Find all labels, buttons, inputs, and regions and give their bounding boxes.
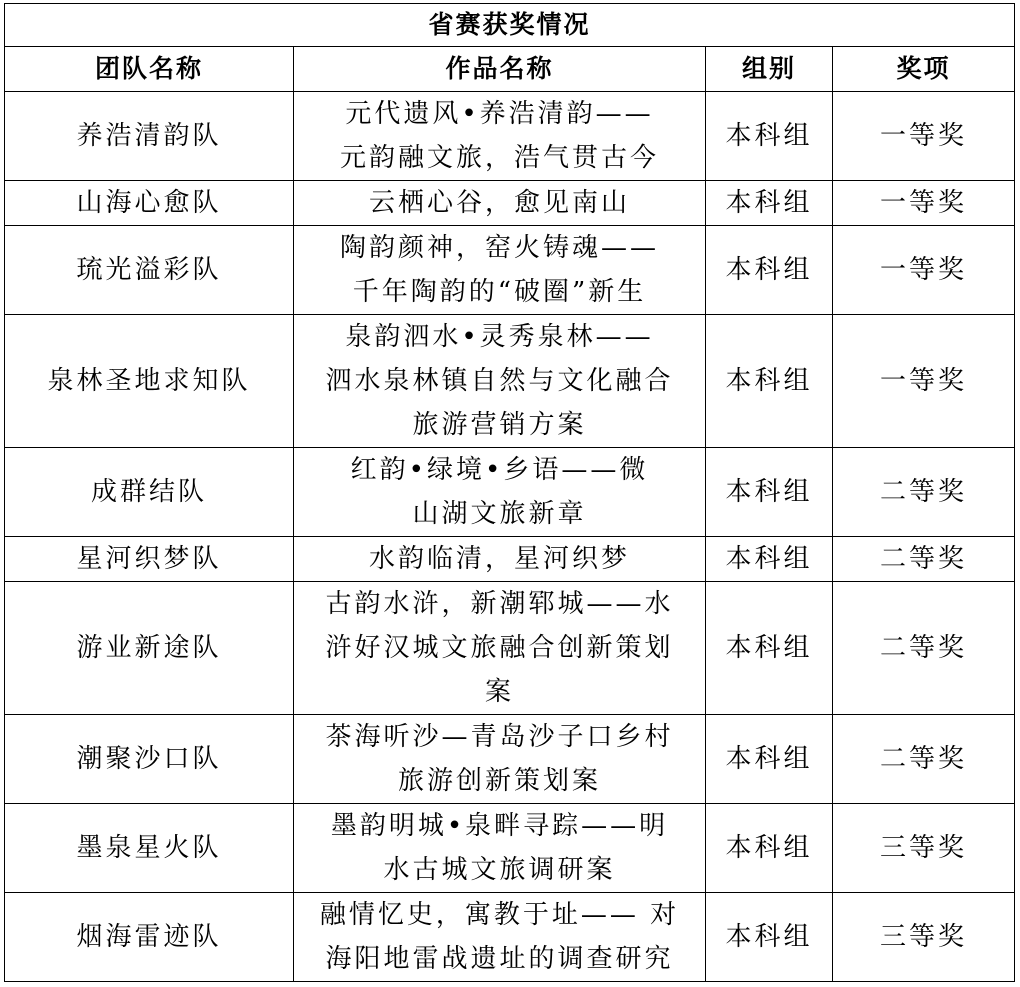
award-cell: 一等奖: [833, 181, 1015, 226]
group-cell: 本科组: [706, 448, 833, 537]
work-name-cell: [294, 226, 706, 315]
award-cell: 二等奖: [833, 582, 1015, 715]
work-name-line: 元韵融文旅，浩气贯古今: [339, 143, 659, 173]
award-cell: 一等奖: [833, 315, 1015, 448]
work-name-line: 案: [484, 677, 514, 707]
work-name-cell: [294, 448, 706, 537]
award-cell: 二等奖: [833, 448, 1015, 537]
work-name-cell: [294, 537, 706, 582]
group-cell: 本科组: [706, 315, 833, 448]
work-name-cell: [294, 181, 706, 226]
table-row: [5, 315, 1015, 448]
header-award: 奖项: [833, 47, 1015, 92]
team-name-cell: 游业新途队: [5, 582, 294, 715]
work-name-cell: [294, 582, 706, 715]
work-name-line: 茶海听沙—青岛沙子口乡村: [325, 722, 674, 752]
table-body: [5, 92, 1015, 982]
work-name-line: 旅游创新策划案: [397, 766, 601, 796]
work-name-cell: [294, 804, 706, 893]
group-cell: 本科组: [706, 893, 833, 982]
work-name-line: 山湖文旅新章: [412, 499, 587, 529]
award-cell: 三等奖: [833, 804, 1015, 893]
group-cell: 本科组: [706, 92, 833, 181]
work-name-cell: [294, 315, 706, 448]
work-name-cell: [294, 893, 706, 982]
group-cell: 本科组: [706, 537, 833, 582]
group-cell: 本科组: [706, 226, 833, 315]
work-name-cell: [294, 92, 706, 181]
group-cell: 本科组: [706, 582, 833, 715]
group-cell: 本科组: [706, 181, 833, 226]
work-name-line: 旅游营销方案: [412, 410, 587, 440]
work-name-line: 元代遗风•养浩清韵——: [345, 99, 654, 129]
award-cell: 三等奖: [833, 893, 1015, 982]
title-row: [5, 4, 1015, 47]
award-cell: 一等奖: [833, 226, 1015, 315]
awards-table: [4, 3, 1015, 982]
work-name-line: 泗水泉林镇自然与文化融合: [325, 366, 674, 396]
award-cell: 一等奖: [833, 92, 1015, 181]
table-row: [5, 893, 1015, 982]
team-name-cell: 星河织梦队: [5, 537, 294, 582]
table-row: [5, 92, 1015, 181]
award-cell: 二等奖: [833, 715, 1015, 804]
team-name-cell: 琉光溢彩队: [5, 226, 294, 315]
table-row: [5, 582, 1015, 715]
team-name-cell: 潮聚沙口队: [5, 715, 294, 804]
work-name-line: 墨韵明城•泉畔寻踪——明: [330, 811, 669, 841]
table-row: [5, 804, 1015, 893]
header-team-name: 团队名称: [5, 47, 294, 92]
team-name-cell: 烟海雷迹队: [5, 893, 294, 982]
award-cell: 二等奖: [833, 537, 1015, 582]
table-title: 省赛获奖情况: [5, 4, 1015, 47]
team-name-cell: 成群结队: [5, 448, 294, 537]
group-cell: 本科组: [706, 804, 833, 893]
header-row: [5, 47, 1015, 92]
table-row: [5, 226, 1015, 315]
work-name-line: 千年陶韵的“破圈”新生: [352, 277, 647, 307]
team-name-cell: 养浩清韵队: [5, 92, 294, 181]
header-group: 组别: [706, 47, 833, 92]
work-name-line: 古韵水浒，新潮郓城——水: [325, 589, 674, 619]
work-name-line: 融情忆史，寓教于址—— 对: [319, 900, 680, 930]
table-row: [5, 715, 1015, 804]
team-name-cell: 泉林圣地求知队: [5, 315, 294, 448]
work-name-line: 泉韵泗水•灵秀泉林——: [345, 322, 654, 352]
team-name-cell: 墨泉星火队: [5, 804, 294, 893]
header-work-name: 作品名称: [294, 47, 706, 92]
work-name-line: 水古城文旅调研案: [383, 855, 616, 885]
table-row: [5, 537, 1015, 582]
work-name-line: 海阳地雷战遗址的调查研究: [325, 944, 674, 974]
work-name-cell: [294, 715, 706, 804]
team-name-cell: 山海心愈队: [5, 181, 294, 226]
work-name-line: 浒好汉城文旅融合创新策划: [325, 633, 674, 663]
work-name-line: 陶韵颜神，窑火铸魂——: [339, 233, 659, 263]
work-name-line: 红韵•绿境•乡语——微: [350, 455, 649, 485]
group-cell: 本科组: [706, 715, 833, 804]
table-row: [5, 448, 1015, 537]
work-name-line: 云栖心谷，愈见南山: [368, 188, 630, 218]
work-name-line: 水韵临清，星河织梦: [368, 544, 630, 574]
table-row: [5, 181, 1015, 226]
